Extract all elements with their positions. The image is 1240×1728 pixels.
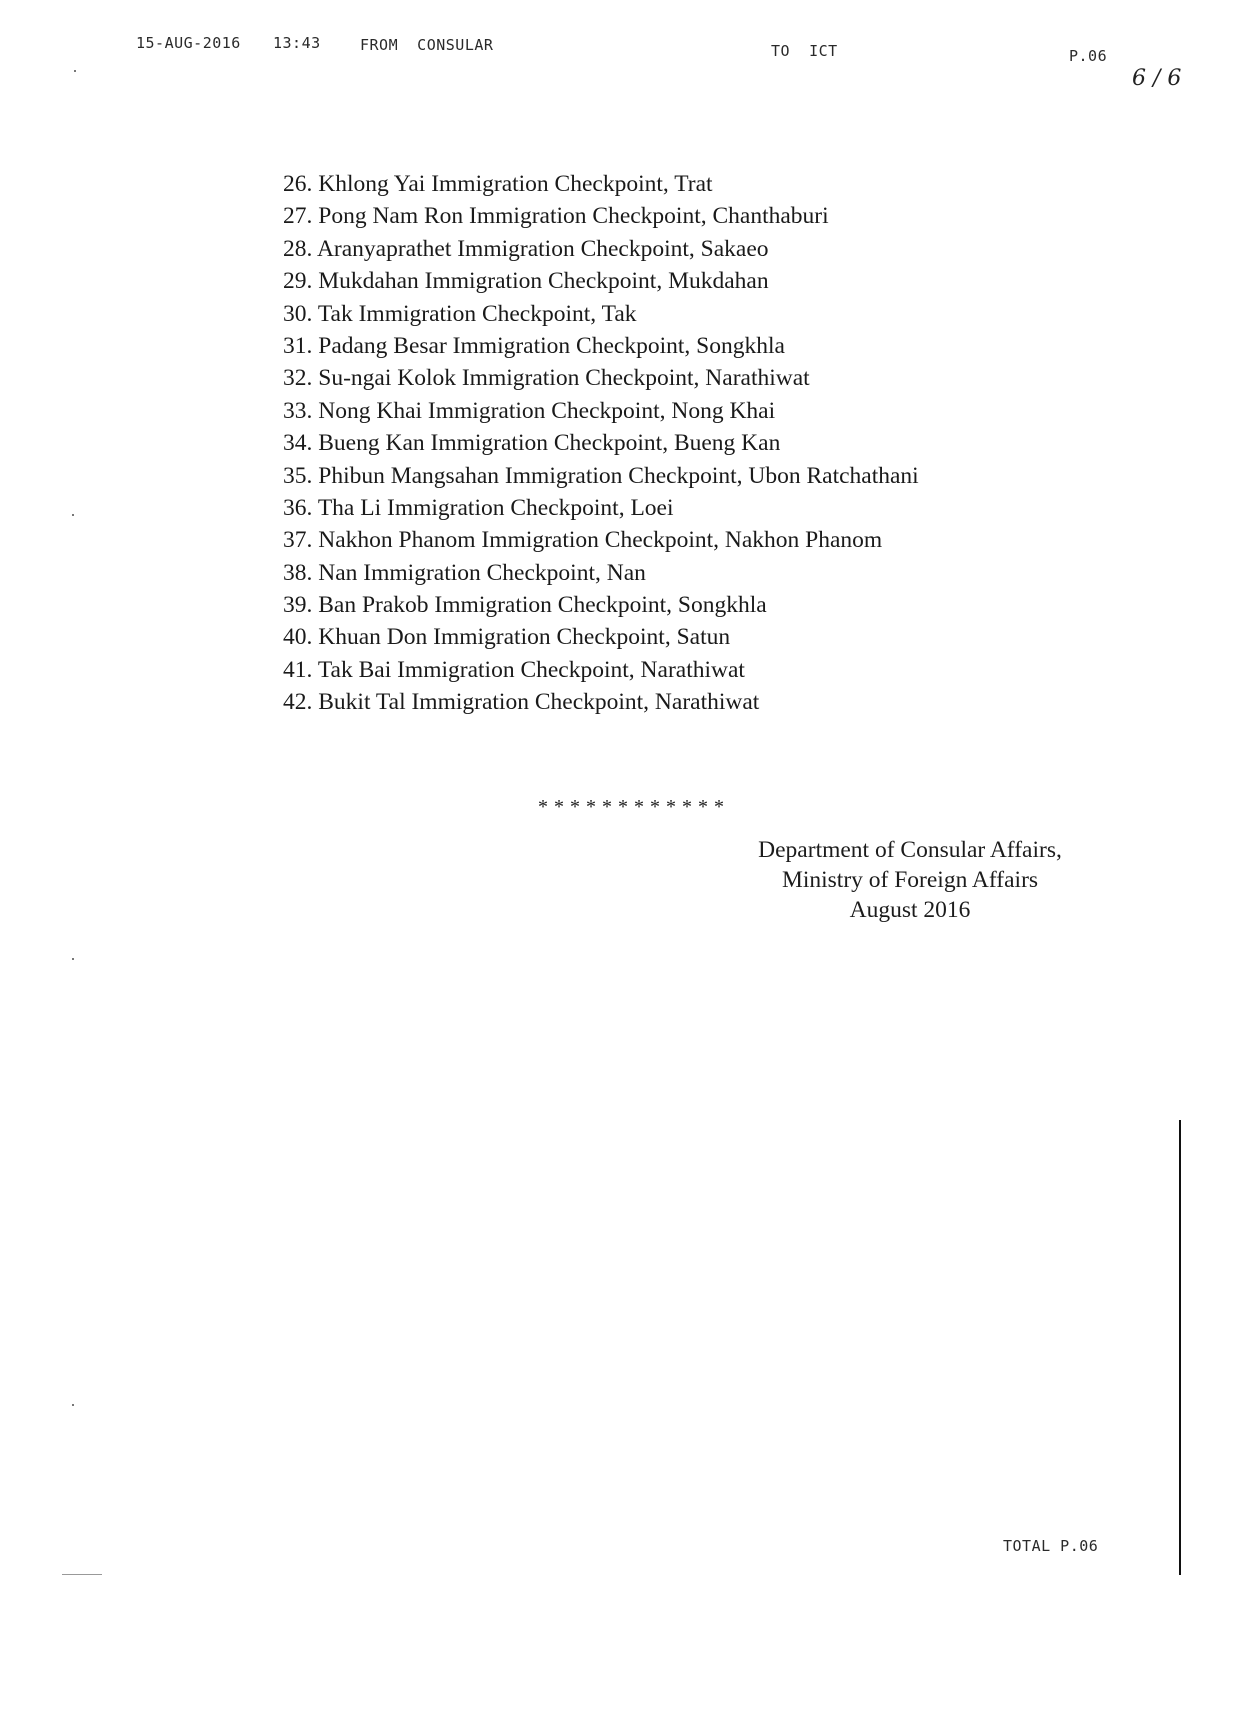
list-item: 34. Bueng Kan Immigration Checkpoint, Bueng Kan	[283, 430, 781, 457]
signature-ministry: Ministry of Foreign Affairs	[781, 867, 1039, 893]
list-item: 40. Khuan Don Immigration Checkpoint, Satun	[283, 624, 731, 651]
scan-speck	[72, 514, 74, 516]
fax-date: 15-AUG-2016	[136, 34, 241, 52]
list-item: 30. Tak Immigration Checkpoint, Tak	[283, 300, 637, 327]
list-item: 41. Tak Bai Immigration Checkpoint, Narathiwat	[283, 656, 745, 683]
list-item: 28. Aranyaprathet Immigration Checkpoint, Sakaeo	[283, 235, 769, 262]
list-item: 38. Nan Immigration Checkpoint, Nan	[283, 559, 646, 586]
fax-from: FROM CONSULAR	[360, 36, 494, 54]
list-item: 36. Tha Li Immigration Checkpoint, Loei	[283, 494, 674, 521]
scan-speck	[72, 958, 74, 960]
signature-block	[700, 835, 1120, 925]
list-item: 33. Nong Khai Immigration Checkpoint, Nong Khai	[283, 397, 776, 424]
separator-stars: ************	[538, 796, 730, 818]
fax-page-number: P.06	[1069, 47, 1108, 65]
list-item: 35. Phibun Mangsahan Immigration Checkpoint, Ubon Ratchathani	[283, 462, 919, 489]
list-item: 31. Padang Besar Immigration Checkpoint, Songkhla	[283, 332, 785, 359]
list-item: 39. Ban Prakob Immigration Checkpoint, Songkhla	[283, 592, 767, 619]
list-item: 42. Bukit Tal Immigration Checkpoint, Narathiwat	[283, 689, 760, 716]
fax-time: 13:43	[273, 34, 321, 52]
list-item: 29. Mukdahan Immigration Checkpoint, Mukdahan	[283, 268, 769, 295]
list-item: 26. Khlong Yai Immigration Checkpoint, Trat	[283, 171, 713, 197]
signature-department: Department of Consular Affairs,	[758, 837, 1062, 863]
scan-mark	[62, 1574, 102, 1575]
scan-speck	[72, 1404, 74, 1406]
checkpoint-list	[283, 168, 1043, 719]
list-item: 37. Nakhon Phanom Immigration Checkpoint, Nakhon Phanom	[283, 527, 883, 554]
fax-total-pages: TOTAL P.06	[1003, 1537, 1099, 1555]
fax-to: TO ICT	[771, 42, 838, 60]
scan-speck	[74, 70, 76, 72]
handwritten-page-mark: 6 / 6	[1132, 66, 1182, 91]
scan-edge-line	[1179, 1120, 1181, 1575]
list-item: 32. Su-ngai Kolok Immigration Checkpoint, Narathiwat	[283, 365, 810, 392]
list-item: 27. Pong Nam Ron Immigration Checkpoint, Chanthaburi	[283, 203, 829, 230]
signature-date: August 2016	[849, 897, 971, 923]
